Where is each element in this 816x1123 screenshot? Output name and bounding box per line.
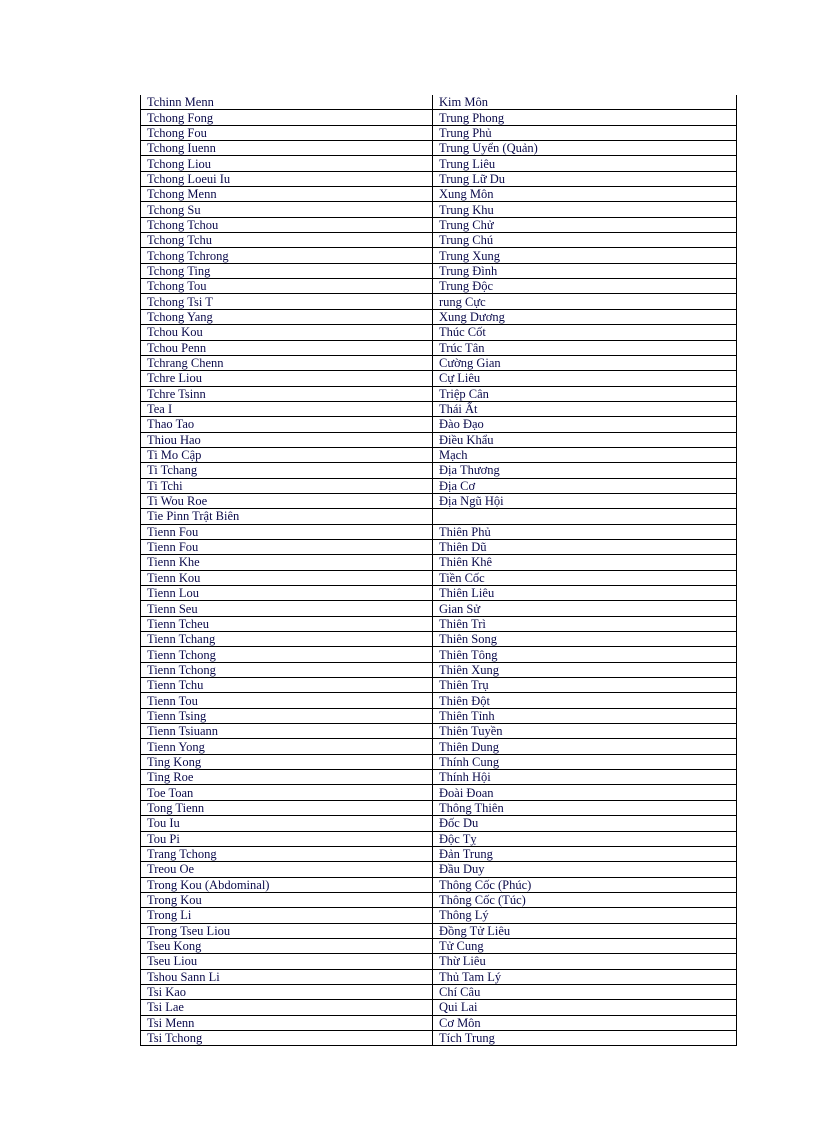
table-row bbox=[141, 877, 737, 892]
romanized-name-cell: Tchong Tchou bbox=[141, 217, 433, 232]
vietnamese-name-cell: rung Cực bbox=[433, 294, 737, 309]
table-row bbox=[141, 141, 737, 156]
vietnamese-name-cell: Triệp Cân bbox=[433, 386, 737, 401]
vietnamese-name-cell: Thiên Đột bbox=[433, 693, 737, 708]
romanized-name-cell: Ti Tchang bbox=[141, 463, 433, 478]
table-row bbox=[141, 555, 737, 570]
vietnamese-name-cell: Thúc Cốt bbox=[433, 325, 737, 340]
table-row bbox=[141, 770, 737, 785]
romanized-name-cell: Tchong Tchrong bbox=[141, 248, 433, 263]
romanized-name-cell: Tienn Tou bbox=[141, 693, 433, 708]
vietnamese-name-cell: Trung Khu bbox=[433, 202, 737, 217]
table-row bbox=[141, 708, 737, 723]
table-row bbox=[141, 662, 737, 677]
romanized-name-cell: Tsi Tchong bbox=[141, 1030, 433, 1045]
romanized-name-cell: Tie Pinn Trật Biên bbox=[141, 509, 433, 524]
vietnamese-name-cell: Qui Lai bbox=[433, 1000, 737, 1015]
table-row bbox=[141, 816, 737, 831]
vietnamese-name-cell: Thiên Xung bbox=[433, 662, 737, 677]
romanized-name-cell: Tchong Ting bbox=[141, 263, 433, 278]
table-row bbox=[141, 294, 737, 309]
vietnamese-name-cell: Thiên Liêu bbox=[433, 586, 737, 601]
romanized-name-cell: Tchong Fong bbox=[141, 110, 433, 125]
romanized-name-cell: Tchong Tsi T bbox=[141, 294, 433, 309]
table-row bbox=[141, 570, 737, 585]
table-row bbox=[141, 601, 737, 616]
vietnamese-name-cell: Độc Tỵ bbox=[433, 831, 737, 846]
romanized-name-cell: Tchou Kou bbox=[141, 325, 433, 340]
vietnamese-name-cell: Thính Cung bbox=[433, 754, 737, 769]
table-row bbox=[141, 125, 737, 140]
vietnamese-name-cell: Thiên Khê bbox=[433, 555, 737, 570]
vietnamese-name-cell: Tử Cung bbox=[433, 938, 737, 953]
romanized-name-cell: Tchong Fou bbox=[141, 125, 433, 140]
table-row bbox=[141, 647, 737, 662]
romanized-name-cell: Tchre Liou bbox=[141, 371, 433, 386]
table-row bbox=[141, 325, 737, 340]
romanized-name-cell: Trong Kou bbox=[141, 892, 433, 907]
table-row bbox=[141, 171, 737, 186]
table-row bbox=[141, 447, 737, 462]
vietnamese-name-cell: Thông Cốc (Túc) bbox=[433, 892, 737, 907]
romanized-name-cell: Tseu Kong bbox=[141, 938, 433, 953]
romanized-name-cell: Ting Kong bbox=[141, 754, 433, 769]
romanized-name-cell: Tchong Menn bbox=[141, 187, 433, 202]
romanized-name-cell: Tienn Khe bbox=[141, 555, 433, 570]
table-row bbox=[141, 110, 737, 125]
table-row bbox=[141, 156, 737, 171]
table-row bbox=[141, 586, 737, 601]
vietnamese-name-cell: Thông Cốc (Phúc) bbox=[433, 877, 737, 892]
romanized-name-cell: Tienn Tchong bbox=[141, 647, 433, 662]
romanized-name-cell: Tea I bbox=[141, 401, 433, 416]
romanized-name-cell: Tchre Tsinn bbox=[141, 386, 433, 401]
romanized-name-cell: Tienn Lou bbox=[141, 586, 433, 601]
table-row bbox=[141, 493, 737, 508]
romanized-name-cell: Tienn Yong bbox=[141, 739, 433, 754]
table-row bbox=[141, 401, 737, 416]
romanized-name-cell: Tsi Lae bbox=[141, 1000, 433, 1015]
romanized-name-cell: Tchong Su bbox=[141, 202, 433, 217]
table-row bbox=[141, 233, 737, 248]
table-row bbox=[141, 862, 737, 877]
vietnamese-name-cell: Thiên Tỉnh bbox=[433, 708, 737, 723]
romanized-name-cell: Tou Iu bbox=[141, 816, 433, 831]
vietnamese-name-cell: Cơ Môn bbox=[433, 1015, 737, 1030]
vietnamese-name-cell: Điều Khẩu bbox=[433, 432, 737, 447]
table-row bbox=[141, 1030, 737, 1045]
vietnamese-name-cell: Đào Đạo bbox=[433, 417, 737, 432]
romanized-name-cell: Tou Pi bbox=[141, 831, 433, 846]
table-row bbox=[141, 263, 737, 278]
table-row bbox=[141, 831, 737, 846]
table-row bbox=[141, 340, 737, 355]
romanized-name-cell: Tienn Tchu bbox=[141, 678, 433, 693]
romanized-name-cell: Tienn Tsing bbox=[141, 708, 433, 723]
table-row bbox=[141, 417, 737, 432]
vietnamese-name-cell: Địa Thương bbox=[433, 463, 737, 478]
vietnamese-name-cell: Thiên Song bbox=[433, 632, 737, 647]
romanized-name-cell: Trong Kou (Abdominal) bbox=[141, 877, 433, 892]
table-row bbox=[141, 739, 737, 754]
romanized-name-cell: Ti Mo Cập bbox=[141, 447, 433, 462]
table-row bbox=[141, 524, 737, 539]
romanized-name-cell: Tchong Liou bbox=[141, 156, 433, 171]
vietnamese-name-cell: Trung Độc bbox=[433, 279, 737, 294]
table-row bbox=[141, 616, 737, 631]
table-row bbox=[141, 785, 737, 800]
romanized-name-cell: Tchrang Chenn bbox=[141, 355, 433, 370]
vietnamese-name-cell: Thiên Dung bbox=[433, 739, 737, 754]
romanized-name-cell: Ting Roe bbox=[141, 770, 433, 785]
vietnamese-name-cell: Thiên Phủ bbox=[433, 524, 737, 539]
vietnamese-name-cell bbox=[433, 509, 737, 524]
romanized-name-cell: Toe Toan bbox=[141, 785, 433, 800]
romanized-name-cell: Tienn Tcheu bbox=[141, 616, 433, 631]
table-row bbox=[141, 678, 737, 693]
table-row bbox=[141, 432, 737, 447]
table-row bbox=[141, 969, 737, 984]
romanized-name-cell: Tchou Penn bbox=[141, 340, 433, 355]
table-row bbox=[141, 478, 737, 493]
vietnamese-name-cell: Thái Ất bbox=[433, 401, 737, 416]
table-row bbox=[141, 248, 737, 263]
romanized-name-cell: Thiou Hao bbox=[141, 432, 433, 447]
table-row bbox=[141, 954, 737, 969]
term-table-body bbox=[141, 95, 737, 1046]
vietnamese-name-cell: Xung Dương bbox=[433, 309, 737, 324]
vietnamese-name-cell: Kim Môn bbox=[433, 95, 737, 110]
vietnamese-name-cell: Thông Lý bbox=[433, 908, 737, 923]
romanized-name-cell: Thao Tao bbox=[141, 417, 433, 432]
romanized-name-cell: Tseu Liou bbox=[141, 954, 433, 969]
romanized-name-cell: Tienn Fou bbox=[141, 524, 433, 539]
vietnamese-name-cell: Đầu Duy bbox=[433, 862, 737, 877]
romanized-name-cell: Treou Oe bbox=[141, 862, 433, 877]
table-row bbox=[141, 1015, 737, 1030]
table-row bbox=[141, 724, 737, 739]
term-table bbox=[140, 95, 737, 1046]
romanized-name-cell: Tchong Loeui Iu bbox=[141, 171, 433, 186]
table-row bbox=[141, 632, 737, 647]
romanized-name-cell: Tchong Iuenn bbox=[141, 141, 433, 156]
table-row bbox=[141, 1000, 737, 1015]
romanized-name-cell: Tchong Tchu bbox=[141, 233, 433, 248]
table-row bbox=[141, 217, 737, 232]
vietnamese-name-cell: Thiên Trì bbox=[433, 616, 737, 631]
table-row bbox=[141, 463, 737, 478]
romanized-name-cell: Tong Tienn bbox=[141, 800, 433, 815]
romanized-name-cell: Tienn Tchang bbox=[141, 632, 433, 647]
vietnamese-name-cell: Địa Cơ bbox=[433, 478, 737, 493]
vietnamese-name-cell: Trung Phong bbox=[433, 110, 737, 125]
vietnamese-name-cell: Tích Trung bbox=[433, 1030, 737, 1045]
vietnamese-name-cell: Mạch bbox=[433, 447, 737, 462]
vietnamese-name-cell: Thiên Tông bbox=[433, 647, 737, 662]
romanized-name-cell: Tienn Fou bbox=[141, 539, 433, 554]
romanized-name-cell: Tchinn Menn bbox=[141, 95, 433, 110]
table-row bbox=[141, 95, 737, 110]
table-row bbox=[141, 754, 737, 769]
vietnamese-name-cell: Tiền Cốc bbox=[433, 570, 737, 585]
vietnamese-name-cell: Trung Chú bbox=[433, 233, 737, 248]
romanized-name-cell: Trang Tchong bbox=[141, 846, 433, 861]
table-row bbox=[141, 938, 737, 953]
vietnamese-name-cell: Đản Trung bbox=[433, 846, 737, 861]
vietnamese-name-cell: Trung Liêu bbox=[433, 156, 737, 171]
vietnamese-name-cell: Chí Câu bbox=[433, 984, 737, 999]
table-row bbox=[141, 923, 737, 938]
table-row bbox=[141, 187, 737, 202]
vietnamese-name-cell: Thiên Tuyền bbox=[433, 724, 737, 739]
vietnamese-name-cell: Thiên Dũ bbox=[433, 539, 737, 554]
vietnamese-name-cell: Cự Liêu bbox=[433, 371, 737, 386]
table-row bbox=[141, 309, 737, 324]
vietnamese-name-cell: Đoài Đoan bbox=[433, 785, 737, 800]
vietnamese-name-cell: Đốc Du bbox=[433, 816, 737, 831]
table-row bbox=[141, 892, 737, 907]
romanized-name-cell: Ti Wou Roe bbox=[141, 493, 433, 508]
vietnamese-name-cell: Thủ Tam Lý bbox=[433, 969, 737, 984]
romanized-name-cell: Tsi Menn bbox=[141, 1015, 433, 1030]
table-row bbox=[141, 800, 737, 815]
table-row bbox=[141, 539, 737, 554]
romanized-name-cell: Tshou Sann Li bbox=[141, 969, 433, 984]
vietnamese-name-cell: Trung Uyển (Quản) bbox=[433, 141, 737, 156]
vietnamese-name-cell: Trung Phủ bbox=[433, 125, 737, 140]
romanized-name-cell: Trong Li bbox=[141, 908, 433, 923]
vietnamese-name-cell: Trúc Tân bbox=[433, 340, 737, 355]
vietnamese-name-cell: Thông Thiên bbox=[433, 800, 737, 815]
vietnamese-name-cell: Thiên Trụ bbox=[433, 678, 737, 693]
romanized-name-cell: Trong Tseu Liou bbox=[141, 923, 433, 938]
romanized-name-cell: Ti Tchi bbox=[141, 478, 433, 493]
vietnamese-name-cell: Thừ Liêu bbox=[433, 954, 737, 969]
table-row bbox=[141, 908, 737, 923]
table-row bbox=[141, 355, 737, 370]
table-row bbox=[141, 693, 737, 708]
table-row bbox=[141, 371, 737, 386]
romanized-name-cell: Tienn Tsiuann bbox=[141, 724, 433, 739]
table-row bbox=[141, 386, 737, 401]
table-row bbox=[141, 279, 737, 294]
vietnamese-name-cell: Thính Hội bbox=[433, 770, 737, 785]
vietnamese-name-cell: Địa Ngũ Hội bbox=[433, 493, 737, 508]
vietnamese-name-cell: Trung Lữ Du bbox=[433, 171, 737, 186]
vietnamese-name-cell: Đồng Tử Liêu bbox=[433, 923, 737, 938]
table-row bbox=[141, 202, 737, 217]
vietnamese-name-cell: Trung Xung bbox=[433, 248, 737, 263]
vietnamese-name-cell: Xung Môn bbox=[433, 187, 737, 202]
romanized-name-cell: Tienn Seu bbox=[141, 601, 433, 616]
vietnamese-name-cell: Trung Đình bbox=[433, 263, 737, 278]
vietnamese-name-cell: Gian Sử bbox=[433, 601, 737, 616]
romanized-name-cell: Tchong Tou bbox=[141, 279, 433, 294]
table-row bbox=[141, 509, 737, 524]
romanized-name-cell: Tsi Kao bbox=[141, 984, 433, 999]
romanized-name-cell: Tchong Yang bbox=[141, 309, 433, 324]
table-row bbox=[141, 984, 737, 999]
romanized-name-cell: Tienn Kou bbox=[141, 570, 433, 585]
romanized-name-cell: Tienn Tchong bbox=[141, 662, 433, 677]
vietnamese-name-cell: Cường Gian bbox=[433, 355, 737, 370]
table-row bbox=[141, 846, 737, 861]
vietnamese-name-cell: Trung Chử bbox=[433, 217, 737, 232]
